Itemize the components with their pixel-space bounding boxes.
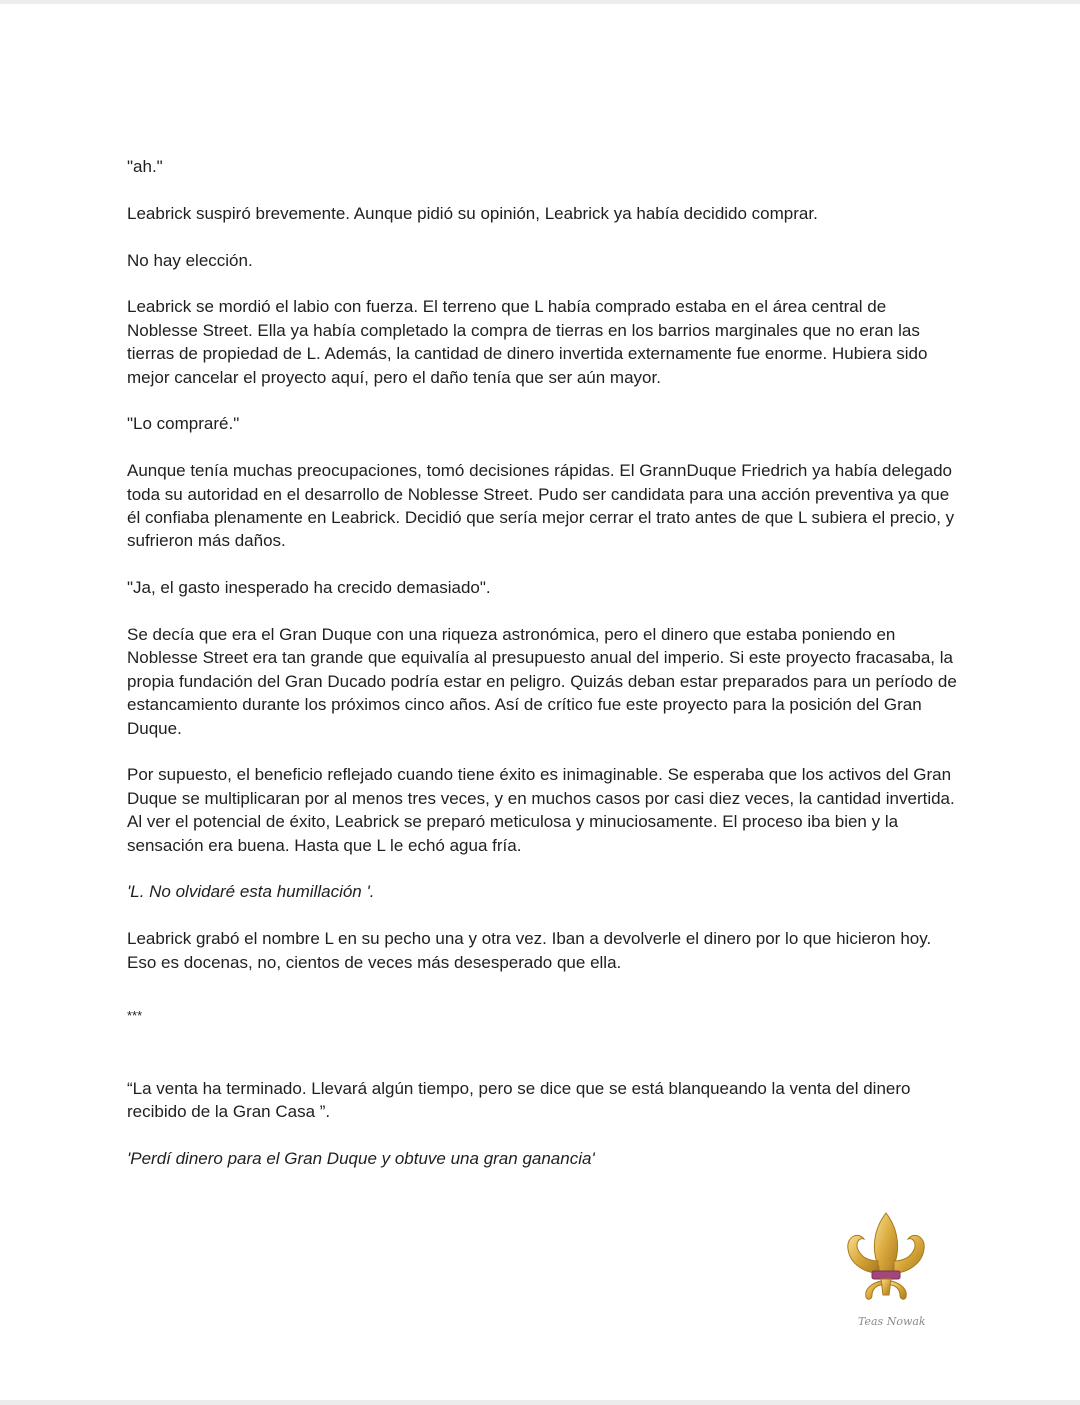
paragraph: Leabrick suspiró brevemente. Aunque pidió su opinión, Leabrick ya había decidido comprar. [127, 203, 818, 223]
paragraph: "ah." [127, 157, 163, 176]
document-body [127, 155, 957, 1194]
document-page [0, 4, 1080, 1400]
watermark-logo [836, 1209, 940, 1334]
paragraph: “La venta ha terminado. Llevará algún tiempo, pero se dice que se está blanqueando la venta del dinero recibido de la Gran Casa ”. [127, 1079, 911, 1122]
paragraph: Aunque tenía muchas preocupaciones, tomó decisiones rápidas. El GrannDuque Friedrich ya había delegado toda su autoridad en el desarrollo de Noblesse Street. Pudo ser candidata para una acción preventiva ya que él confiaba plenamente en Leabrick. Decidió que sería mejor cerrar el trato antes de que L subiera el precio, y sufrieron más daños. [127, 461, 955, 551]
paragraph: No hay elección. [127, 250, 253, 270]
paragraph: "Ja, el gasto inesperado ha crecido demasiado". [127, 578, 491, 598]
paragraph: Por supuesto, el beneficio reflejado cuando tiene éxito es inimaginable. Se esperaba que los activos del Gran Duque se multiplicaran por al menos tres veces, y en muchos casos por casi diez veces, la cantidad invertida. Al ver el potencial de éxito, Leabrick se preparó meticulosa y minuciosamente. El proceso iba bien y la sensación era buena. Hasta que L le echó agua fría. [127, 765, 955, 855]
paragraph: Se decía que era el Gran Duque con una riqueza astronómica, pero el dinero que estaba poniendo en Noblesse Street era tan grande que equivalía al presupuesto anual del imperio. Si este proyecto fracasaba, la propia fundación del Gran Ducado podría estar en peligro. Quizás deban estar preparados para un período de estancamiento durante los próximos cinco años. Así de crítico fue este proyecto para la posición del Gran Duque. [127, 625, 957, 738]
italic-thought: 'Perdí dinero para el Gran Duque y obtuve una gran ganancia' [127, 1149, 595, 1169]
scene-separator: *** [127, 1008, 143, 1024]
logo-signature: Teas Nowak [858, 1315, 926, 1328]
paragraph: Leabrick se mordió el labio con fuerza. El terreno que L había comprado estaba en el área central de Noblesse Street. Ella ya había completado la compra de tierras en los barrios marginales que no eran las tierras de propiedad de L. Además, la cantidad de dinero invertida externamente fue enorme. Hubiera sido mejor cancelar el proyecto aquí, pero el daño tenía que ser aún mayor. [127, 297, 928, 387]
paragraph: "Lo compraré." [127, 414, 240, 434]
italic-thought: 'L. No olvidaré esta humillación '. [127, 882, 375, 902]
paragraph: Leabrick grabó el nombre L en su pecho una y otra vez. Iban a devolverle el dinero por lo que hicieron hoy. Eso es docenas, no, cientos de veces más desesperado que ella. [127, 929, 932, 972]
fleur-de-lis-icon [836, 1209, 940, 1334]
